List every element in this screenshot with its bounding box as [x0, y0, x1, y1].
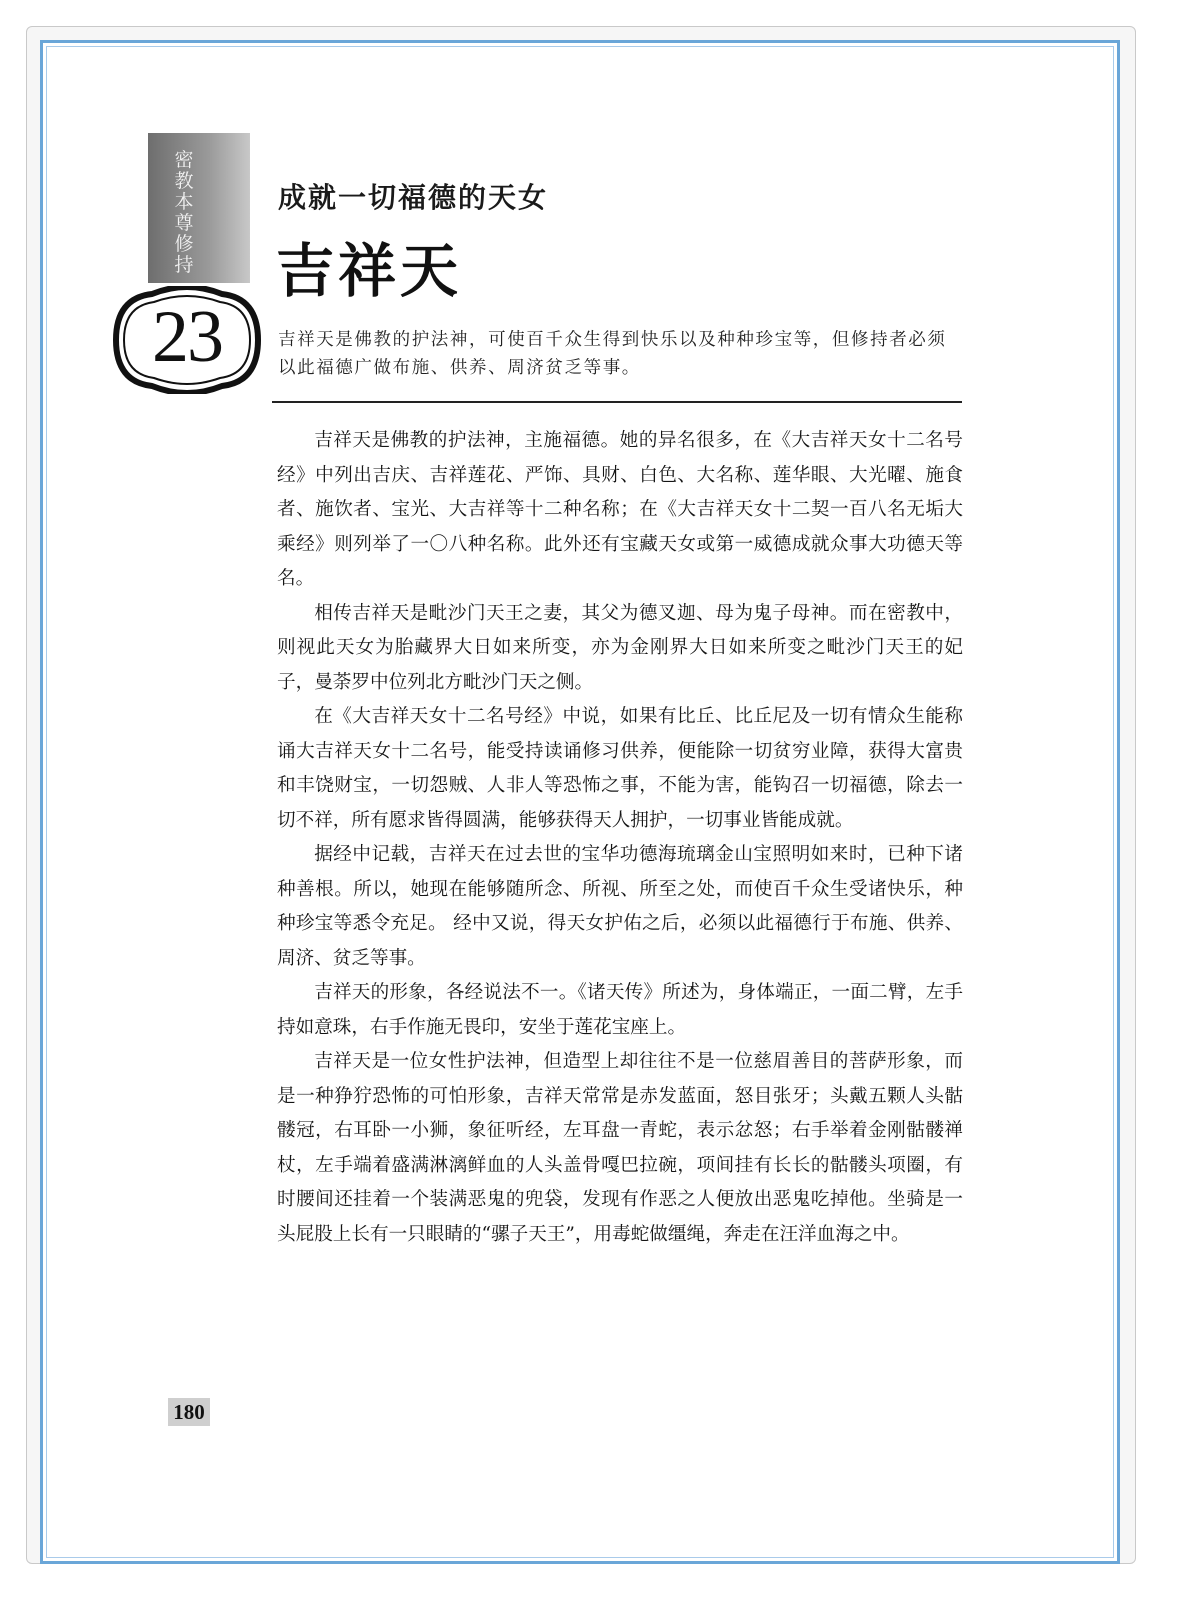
section-tab-label: 密教本尊修持 [174, 149, 194, 276]
chapter-number: 23 [152, 296, 222, 378]
paragraph: 在《大吉祥天女十二名号经》中说，如果有比丘、比丘尼及一切有情众生能称诵大吉祥天女十二名号，能受持读诵修习供养，便能除一切贫穷业障，获得大富贵和丰饶财宝，一切怨贼、人非人等恐怖之事，不能为害，能钩召一切福德，除去一切不祥，所有愿求皆得圆满，能够获得天人拥护，一切事业皆能成就。 [277, 706, 963, 831]
chapter-title: 吉祥天 [276, 237, 463, 305]
paragraph: 相传吉祥天是毗沙门天王之妻，其父为德叉迦、母为鬼子母神。而在密教中，则视此天女为胎藏界大日如来所变，亦为金刚界大日如来所变之毗沙门天王的妃子，曼荼罗中位列北方毗沙门天之侧。 [277, 602, 963, 693]
paragraph: 据经中记载，吉祥天在过去世的宝华功德海琉璃金山宝照明如来时，已种下诸种善根。所以，她现在能够随所念、所视、所至之处，而使百千众生受诸快乐，种种珍宝等悉令充足。 经中又说，得天女护佑之后，必须以此福德行于布施、供养、周济、贫乏等事。 [277, 844, 963, 969]
divider-rule [272, 401, 962, 403]
chapter-subtitle: 成就一切福德的天女 [278, 181, 549, 214]
body-text [277, 424, 963, 1252]
chapter-abstract: 吉祥天是佛教的护法神，可使百千众生得到快乐以及种种珍宝等，但修持者必须以此福德广做布施、供养、周济贫乏等事。 [278, 330, 947, 378]
section-tab [148, 133, 250, 283]
paragraph: 吉祥天是一位女性护法神，但造型上却往往不是一位慈眉善目的菩萨形象，而是一种狰狞恐怖的可怕形象，吉祥天常常是赤发蓝面，怒目张牙；头戴五颗人头骷髅冠，右耳卧一小狮，象征听经，左耳盘一青蛇，表示忿怒；右手举着金刚骷髅禅杖，左手端着盛满淋漓鲜血的人头盖骨嘎巴拉碗，项间挂有长长的骷髅头项圈，有时腰间还挂着一个装满恶鬼的兜袋，发现有作恶之人便放出恶鬼吃掉他。坐骑是一头屁股上长有一只眼睛的“骡子天王”，用毒蛇做缰绳，奔走在汪洋血海之中。 [277, 1051, 963, 1245]
page-number: 180 [168, 1398, 210, 1426]
paragraph: 吉祥天是佛教的护法神，主施福德。她的异名很多，在《大吉祥天女十二名号经》中列出吉庆、吉祥莲花、严饰、具财、白色、大名称、莲华眼、大光曜、施食者、施饮者、宝光、大吉祥等十二种名称；在《大吉祥天女十二契一百八名无垢大乘经》则列举了一〇八种名称。此外还有宝藏天女或第一威德成就众事大功德天等名。 [277, 430, 963, 589]
paragraph: 吉祥天的形象，各经说法不一。《诸天传》所述为，身体端正，一面二臂，左手持如意珠，右手作施无畏印，安坐于莲花宝座上。 [277, 982, 963, 1038]
